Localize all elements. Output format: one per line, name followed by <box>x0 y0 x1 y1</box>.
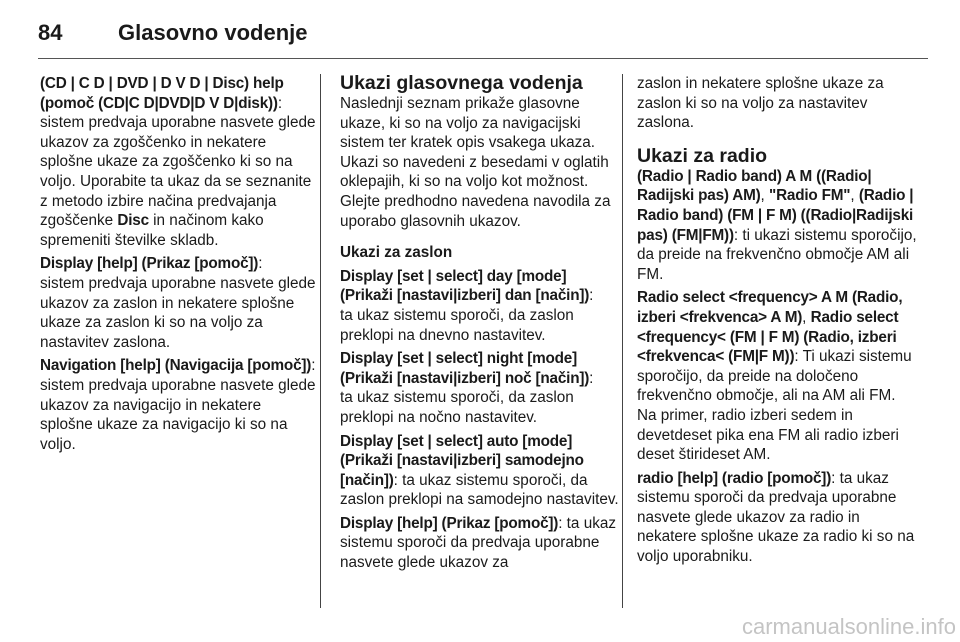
command-entry: Display [set | select] auto [mode] (Prikaži [nastavi|izberi] samodejno [način]): ta ukaz sistemu sporoči, da zaslon preklopi na samodejno nastavitev. <box>340 432 619 509</box>
command-description: ta ukaz sistemu sporoči da predvaja uporabne nasvete glede ukazov za radio in nekatere splošne ukaze za radio ki so na voljo uporabniku. <box>637 469 915 566</box>
command-name: Radio select <frequency> A M (Radio, izberi <frekvenca> A M) <box>637 289 903 326</box>
command-name: "Radio FM" <box>769 187 851 205</box>
command-name: (Radio | Radio band) A M ((Radio| Radijski pas) AM) <box>637 167 872 205</box>
command-entry: Navigation [help] (Navigacija [pomoč]): sistem predvaja uporabne nasvete glede ukazov za navigacijo in nekatere splošne ukaze za navigacijo ki so na voljo. <box>40 357 316 453</box>
command-description: ti ukazi sistemu sporočijo, da preide na frekvenčno območje AM ali FM. <box>637 226 917 283</box>
page-header <box>38 12 928 60</box>
command-entry: Radio select <frequency> A M (Radio, izberi <frekvenca> A M), Radio select <frequency< (FM | F M) (Radio, izberi <frekvenca< (FM|F M)): Ti ukazi sistemu sporočijo, da preide na določeno frekvenčno območje, ali na AM ali FM. Na primer, radio izberi sedem in devetdeset pika ena FM ali radio izberi deset štirideset AM. <box>637 289 912 464</box>
command-entry: (Radio | Radio band) A M ((Radio| Radijski pas) AM), "Radio FM", (Radio | Radio band) (FM | F M) ((Radio|Radijski pas) (FM|FM)): ti ukazi sistemu sporočijo, da preide na frekvenčno območje AM ali FM. <box>637 167 917 283</box>
command-description: ta ukaz sistemu sporoči da predvaja uporabne nasvete glede ukazov za <box>340 514 617 572</box>
section-heading: Ukazi za radio <box>637 144 768 167</box>
command-name: (Radio | Radio band) (FM | F M) ((Radio|Radijski pas) (FM|FM)) <box>637 187 914 244</box>
command-description: ta ukaz sistemu sporoči, da zaslon preklopi na dnevno nastavitev. <box>340 306 574 344</box>
command-name: Display [set | select] auto [mode] (Prikaži [nastavi|izberi] samodejno [način]) <box>340 432 584 489</box>
command-name: Display [help] (Prikaz [pomoč]) <box>40 255 259 273</box>
column-divider <box>622 74 623 608</box>
command-name: (CD | C D | DVD | D V D | Disc) help (pomoč (CD|C D|DVD|D V D|disk)) <box>40 75 284 112</box>
continued-paragraph: zaslon in nekatere splošne ukaze za zaslon ki so na voljo za nastavitev zaslona. <box>637 75 884 132</box>
command-entry: Display [set | select] night [mode] (Prikaži [nastavi|izberi] noč [način]): ta ukaz sistemu sporoči, da zaslon preklopi na nočno nastavitev. <box>340 350 594 426</box>
command-name: Display [help] (Prikaz [pomoč]) <box>340 514 559 532</box>
running-title: Glasovno vodenje <box>118 20 308 45</box>
command-description: ta ukaz sistemu sporoči, da zaslon preklopi na nočno nastavitev. <box>340 389 574 426</box>
command-entry: radio [help] (radio [pomoč]): ta ukaz sistemu sporoči da predvaja uporabne nasvete glede ukazov za radio in nekatere splošne ukaze za radio ki so na voljo uporabniku. <box>637 469 915 566</box>
intro-paragraph: Naslednji seznam prikaže glasovne ukaze, ki so na voljo za navigacijski sistem ter kratek opis vsakega ukaza. Ukazi so navedeni z besedami v oglatih oklepajih, ki so na voljo kot možnost. Glejte predhodno navedena navodila za uporabo glasovnih ukazov. <box>340 95 611 230</box>
command-name: Radio select <frequency< (FM | F M) (Radio, izberi <frekvenca< (FM|F M)) <box>637 308 899 366</box>
command-name: radio [help] (radio [pomoč]) <box>637 469 832 487</box>
command-entry: Display [help] (Prikaz [pomoč]): ta ukaz sistemu sporoči da predvaja uporabne nasvete glede ukazov za <box>340 514 617 572</box>
command-name: Display [set | select] night [mode] (Prikaži [nastavi|izberi] noč [način]) <box>340 350 590 387</box>
inline-keyword: Disc <box>117 212 149 230</box>
command-entry: (CD | C D | DVD | D V D | Disc) help (pomoč (CD|C D|DVD|D V D|disk)): sistem predvaja uporabne nasvete glede ukazov za zgoščenko in nekatere splošne ukaze za zgoščenko ki so na voljo. Uporabite ta ukaz da se seznanite z metodo izbire načina predvajanja zgoščenke Disc in načinom kako spremeniti številke skladb. <box>40 75 316 249</box>
subsection-heading: Ukazi za zaslon <box>340 244 453 262</box>
column-1 <box>40 74 316 458</box>
command-name: Navigation [help] (Navigacija [pomoč]) <box>40 357 312 375</box>
command-name: Display [set | select] day [mode] (Prikaži [nastavi|izberi] dan [način]) <box>340 267 590 305</box>
command-entry: Display [set | select] day [mode] (Prikaži [nastavi|izberi] dan [način]): ta ukaz sistemu sporoči, da zaslon preklopi na dnevno nastavitev. <box>340 267 594 344</box>
watermark: carmanualsonline.info <box>741 614 956 639</box>
command-description: Ti ukazi sistemu sporočijo, da preide na določeno frekvenčno območje, ali na AM ali FM. Na primer, radio izberi sedem in devetdeset pika ena FM ali radio izberi deset štirideset AM. <box>637 348 912 464</box>
section-heading: Ukazi glasovnega vodenja <box>340 72 583 94</box>
header-rule <box>38 58 928 59</box>
command-description: sistem predvaja uporabne nasvete glede ukazov za zgoščenko in nekatere splošne ukaze za zgoščenko ki so na voljo. Uporabite ta ukaz da se seznanite z metodo izbire načina predvajanja zgoščenke <box>40 114 316 230</box>
command-description: sistem predvaja uporabne nasvete glede ukazov za navigacijo in nekatere splošne ukaze za navigacijo ki so na voljo. <box>40 376 316 453</box>
column-2 <box>340 74 620 577</box>
command-description: ta ukaz sistemu sporoči, da zaslon preklopi na samodejno nastavitev. <box>340 471 619 509</box>
command-description: sistem predvaja uporabne nasvete glede ukazov za zaslon in nekatere splošne ukaze za zaslon ki so na voljo za nastavitev zaslona. <box>40 274 316 351</box>
column-3 <box>637 74 919 571</box>
column-divider <box>320 74 321 608</box>
command-entry: Display [help] (Prikaz [pomoč]): sistem predvaja uporabne nasvete glede ukazov za zaslon in nekatere splošne ukaze za zaslon ki so na voljo za nastavitev zaslona. <box>40 255 316 351</box>
page-number: 84 <box>38 20 63 45</box>
